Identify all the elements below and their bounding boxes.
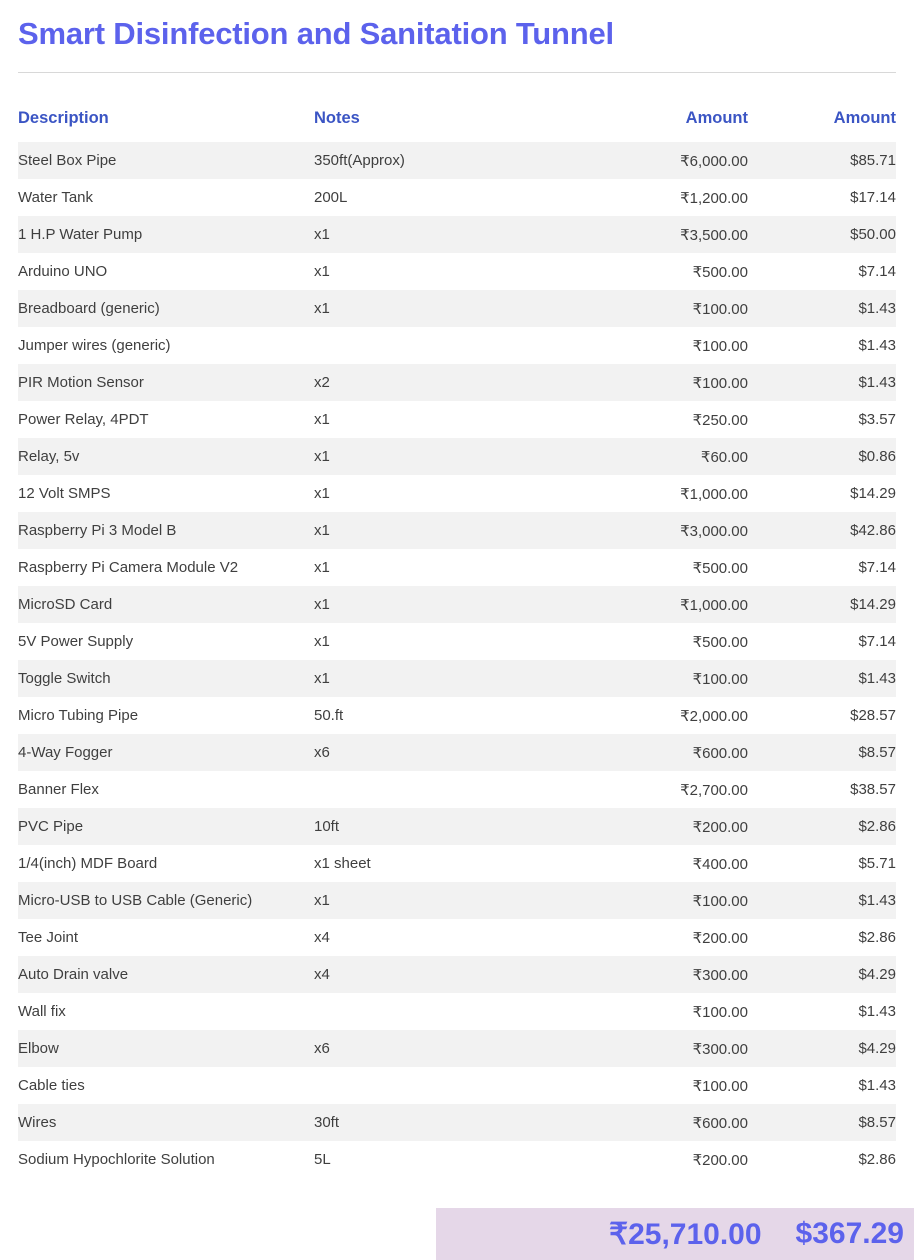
cell-amount-usd: $1.43 <box>858 300 896 317</box>
cell-amount-inr: ₹1,000.00 <box>680 596 748 614</box>
cell-amount-usd: $7.14 <box>858 633 896 650</box>
table-row <box>18 623 896 660</box>
cell-notes: 50.ft <box>314 707 344 724</box>
cell-notes: x1 <box>314 522 330 539</box>
cell-amount-inr: ₹6,000.00 <box>680 152 748 170</box>
table-row <box>18 956 896 993</box>
table-row <box>18 993 896 1030</box>
cell-notes: x6 <box>314 744 330 761</box>
table-row <box>18 660 896 697</box>
cell-notes: 5L <box>314 1151 331 1168</box>
table-row <box>18 549 896 586</box>
cell-description: Wall fix <box>18 1003 66 1020</box>
table-row <box>18 401 896 438</box>
cell-amount-inr: ₹100.00 <box>692 670 748 688</box>
table-row <box>18 1104 896 1141</box>
cell-amount-inr: ₹200.00 <box>692 818 748 836</box>
cell-description: Banner Flex <box>18 781 99 798</box>
table-row <box>18 438 896 475</box>
cell-notes: x1 <box>314 411 330 428</box>
cell-description: Tee Joint <box>18 929 79 946</box>
cell-notes: x1 <box>314 633 330 650</box>
cell-notes: x4 <box>314 966 330 983</box>
cell-description: Arduino UNO <box>18 263 108 280</box>
table-body <box>18 142 896 1178</box>
cell-amount-inr: ₹500.00 <box>692 559 748 577</box>
cell-amount-inr: ₹600.00 <box>692 1114 748 1132</box>
cell-amount-inr: ₹500.00 <box>692 263 748 281</box>
column-header-description: Description <box>18 73 314 142</box>
table-row <box>18 882 896 919</box>
cell-amount-usd: $2.86 <box>858 1151 896 1168</box>
cell-notes <box>314 327 600 364</box>
cell-amount-usd: $4.29 <box>858 1040 896 1057</box>
cell-amount-inr: ₹2,000.00 <box>680 707 748 725</box>
cell-amount-usd: $17.14 <box>850 189 896 206</box>
cell-description: Steel Box Pipe <box>18 152 117 169</box>
cell-description: 12 Volt SMPS <box>18 485 111 502</box>
cell-amount-inr: ₹300.00 <box>692 1040 748 1058</box>
cell-description: Breadboard (generic) <box>18 300 160 317</box>
total-amount-inr: ₹25,710.00 <box>608 1217 762 1251</box>
cell-amount-usd: $1.43 <box>858 1003 896 1020</box>
cell-description: Cable ties <box>18 1077 85 1094</box>
cell-description: PIR Motion Sensor <box>18 374 144 391</box>
cell-notes: x1 <box>314 559 330 576</box>
cell-amount-inr: ₹600.00 <box>692 744 748 762</box>
cell-description: 4-Way Fogger <box>18 744 113 761</box>
table-row <box>18 586 896 623</box>
cell-amount-usd: $3.57 <box>858 411 896 428</box>
cell-amount-usd: $28.57 <box>850 707 896 724</box>
cell-notes: 200L <box>314 189 348 206</box>
cell-notes: 350ft(Approx) <box>314 152 405 169</box>
cell-amount-inr: ₹100.00 <box>692 1077 748 1095</box>
cell-notes: 30ft <box>314 1114 340 1131</box>
table-row <box>18 475 896 512</box>
cell-description: Jumper wires (generic) <box>18 337 171 354</box>
cell-amount-inr: ₹200.00 <box>692 929 748 947</box>
column-header-notes: Notes <box>314 73 600 142</box>
table-row <box>18 327 896 364</box>
table-row <box>18 364 896 401</box>
cell-amount-inr: ₹1,000.00 <box>680 485 748 503</box>
table-row <box>18 734 896 771</box>
cell-amount-inr: ₹1,200.00 <box>680 189 748 207</box>
cell-description: 1 H.P Water Pump <box>18 226 143 243</box>
cell-notes: x6 <box>314 1040 330 1057</box>
cell-amount-inr: ₹400.00 <box>692 855 748 873</box>
cell-amount-usd: $1.43 <box>858 374 896 391</box>
table-header <box>18 73 896 142</box>
cell-amount-inr: ₹500.00 <box>692 633 748 651</box>
table-row <box>18 919 896 956</box>
cell-description: Auto Drain valve <box>18 966 129 983</box>
cell-amount-inr: ₹100.00 <box>692 337 748 355</box>
cell-notes: x1 <box>314 263 330 280</box>
table-row <box>18 697 896 734</box>
table-row <box>18 808 896 845</box>
cell-description: Raspberry Pi 3 Model B <box>18 522 177 539</box>
cell-description: Sodium Hypochlorite Solution <box>18 1151 215 1168</box>
cell-amount-usd: $5.71 <box>858 855 896 872</box>
cell-amount-usd: $7.14 <box>858 263 896 280</box>
table-row <box>18 253 896 290</box>
cell-notes: x1 <box>314 448 330 465</box>
table-row <box>18 771 896 808</box>
table-row <box>18 845 896 882</box>
cell-description: Raspberry Pi Camera Module V2 <box>18 559 239 576</box>
cell-amount-usd: $8.57 <box>858 744 896 761</box>
cell-amount-usd: $8.57 <box>858 1114 896 1131</box>
table-row <box>18 1030 896 1067</box>
cell-description: 5V Power Supply <box>18 633 134 650</box>
cell-amount-usd: $2.86 <box>858 929 896 946</box>
cell-notes <box>314 771 600 808</box>
cell-amount-usd: $1.43 <box>858 670 896 687</box>
cell-notes: x2 <box>314 374 330 391</box>
cell-description: MicroSD Card <box>18 596 113 613</box>
cell-amount-usd: $85.71 <box>850 152 896 169</box>
cell-notes: x1 sheet <box>314 855 371 872</box>
table-row <box>18 216 896 253</box>
cell-amount-inr: ₹100.00 <box>692 1003 748 1021</box>
cell-amount-inr: ₹100.00 <box>692 300 748 318</box>
cell-amount-usd: $2.86 <box>858 818 896 835</box>
table-row <box>18 142 896 179</box>
cell-amount-inr: ₹3,500.00 <box>680 226 748 244</box>
table-row <box>18 1067 896 1104</box>
cell-notes <box>314 1067 600 1104</box>
table-header-row <box>18 73 896 142</box>
cell-amount-usd: $1.43 <box>858 892 896 909</box>
cell-description: PVC Pipe <box>18 818 84 835</box>
cell-description: Micro Tubing Pipe <box>18 707 139 724</box>
cell-notes: x1 <box>314 670 330 687</box>
cell-description: Micro-USB to USB Cable (Generic) <box>18 892 253 909</box>
table-row <box>18 512 896 549</box>
cell-amount-usd: $14.29 <box>850 485 896 502</box>
cell-amount-inr: ₹100.00 <box>692 374 748 392</box>
cell-description: 1/4(inch) MDF Board <box>18 855 158 872</box>
totals-row <box>436 1208 914 1260</box>
cell-notes: 10ft <box>314 818 340 835</box>
table-row <box>18 1141 896 1178</box>
cell-notes: x1 <box>314 596 330 613</box>
cell-description: Elbow <box>18 1040 59 1057</box>
cell-amount-usd: $1.43 <box>858 337 896 354</box>
column-header-amount-usd: Amount <box>748 73 896 142</box>
cell-amount-inr: ₹100.00 <box>692 892 748 910</box>
cell-amount-usd: $42.86 <box>850 522 896 539</box>
cell-amount-usd: $4.29 <box>858 966 896 983</box>
cell-amount-inr: ₹60.00 <box>700 448 748 466</box>
cell-amount-usd: $14.29 <box>850 596 896 613</box>
cell-amount-inr: ₹2,700.00 <box>680 781 748 799</box>
cell-description: Relay, 5v <box>18 448 80 465</box>
table-row <box>18 179 896 216</box>
cell-notes: x1 <box>314 300 330 317</box>
cell-description: Power Relay, 4PDT <box>18 411 149 428</box>
cell-amount-usd: $50.00 <box>850 226 896 243</box>
cell-notes <box>314 993 600 1030</box>
cell-amount-usd: $0.86 <box>858 448 896 465</box>
cell-amount-inr: ₹3,000.00 <box>680 522 748 540</box>
page-title: Smart Disinfection and Sanitation Tunnel <box>18 16 614 51</box>
cell-description: Water Tank <box>18 189 94 206</box>
cell-amount-inr: ₹200.00 <box>692 1151 748 1169</box>
total-amount-usd: $367.29 <box>795 1217 904 1250</box>
cell-amount-inr: ₹250.00 <box>692 411 748 429</box>
cell-amount-usd: $1.43 <box>858 1077 896 1094</box>
table-row <box>18 290 896 327</box>
column-header-amount-inr: Amount <box>600 73 748 142</box>
cell-notes: x1 <box>314 226 330 243</box>
cell-notes: x1 <box>314 892 330 909</box>
cell-description: Wires <box>18 1114 57 1131</box>
cell-notes: x1 <box>314 485 330 502</box>
cell-amount-usd: $7.14 <box>858 559 896 576</box>
cell-notes: x4 <box>314 929 330 946</box>
cell-amount-inr: ₹300.00 <box>692 966 748 984</box>
cost-table <box>18 73 896 1178</box>
cell-description: Toggle Switch <box>18 670 111 687</box>
cell-amount-usd: $38.57 <box>850 781 896 798</box>
